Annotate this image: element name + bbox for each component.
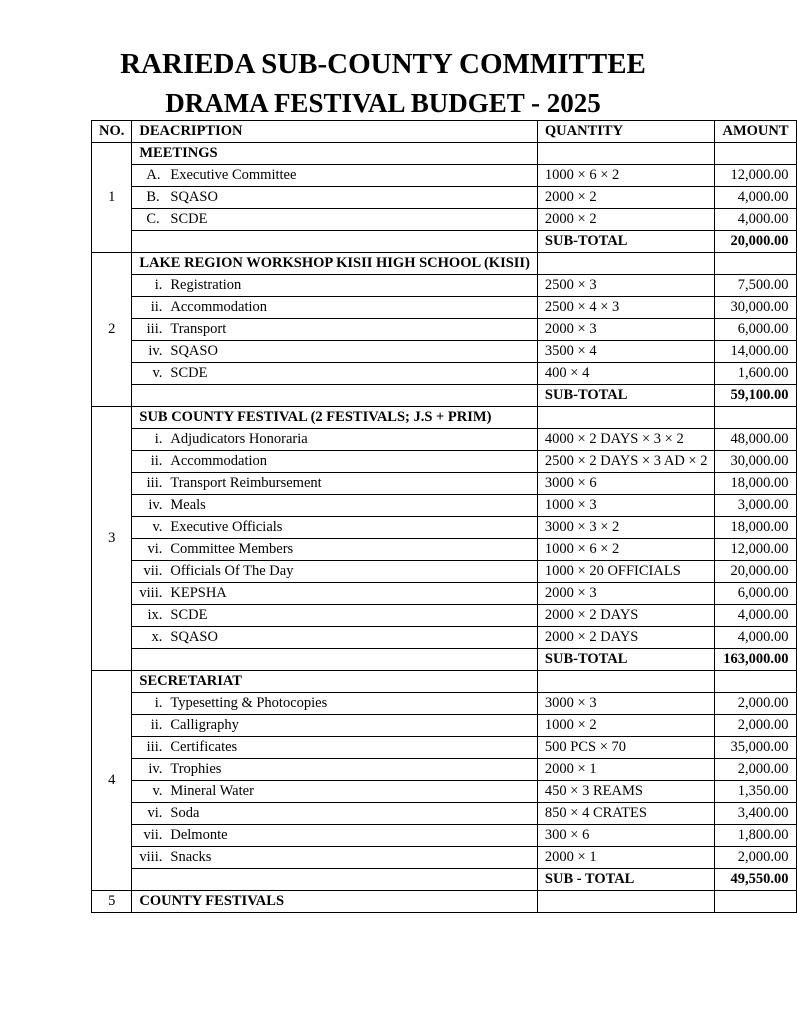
document-subtitle: DRAMA FESTIVAL BUDGET - 2025 (165, 88, 601, 118)
item-description: Accommodation (170, 453, 268, 469)
header-no: NO. (92, 121, 132, 143)
item-quantity: 2000 × 2 DAYS (537, 605, 715, 627)
item-description: Certificates (170, 739, 238, 755)
item-amount: 30,000.00 (715, 297, 796, 319)
subtotal-empty-cell (132, 385, 538, 407)
item-quantity: 2000 × 2 DAYS (537, 627, 715, 649)
item-label: vii. (143, 563, 163, 579)
section-title-quantity-cell (537, 407, 715, 429)
table-row (92, 165, 797, 187)
item-description-cell (132, 495, 538, 517)
item-description-cell (132, 803, 538, 825)
section-title-amount-cell (715, 143, 796, 165)
section-title-row (92, 253, 797, 275)
subtotal-empty-cell (132, 649, 538, 671)
subtotal-label: SUB-TOTAL (537, 649, 715, 671)
item-quantity: 3500 × 4 (537, 341, 715, 363)
item-label: vii. (143, 827, 163, 843)
item-label: iii. (146, 475, 163, 491)
item-label: ix. (147, 607, 163, 623)
subtotal-row (92, 869, 797, 891)
item-description: Delmonte (170, 827, 228, 843)
section-number: 5 (92, 891, 132, 913)
item-label: iv. (148, 497, 163, 513)
item-amount: 2,000.00 (715, 693, 796, 715)
table-row (92, 693, 797, 715)
item-amount: 3,400.00 (715, 803, 796, 825)
item-quantity: 2500 × 3 (537, 275, 715, 297)
item-amount: 1,600.00 (715, 363, 796, 385)
section-number: 3 (92, 407, 132, 671)
table-row (92, 473, 797, 495)
subtotal-empty-cell (132, 869, 538, 891)
item-amount: 2,000.00 (715, 715, 796, 737)
table-row (92, 847, 797, 869)
item-quantity: 3000 × 3 × 2 (537, 517, 715, 539)
subtotal-amount: 59,100.00 (715, 385, 796, 407)
item-description-cell (132, 319, 538, 341)
item-description: SCDE (170, 365, 208, 381)
item-description-cell (132, 847, 538, 869)
item-description-cell (132, 825, 538, 847)
item-amount: 35,000.00 (715, 737, 796, 759)
item-label: ii. (150, 299, 163, 315)
item-description-cell (132, 759, 538, 781)
item-amount: 4,000.00 (715, 209, 796, 231)
item-amount: 18,000.00 (715, 517, 796, 539)
item-label: x. (151, 629, 163, 645)
item-amount: 1,800.00 (715, 825, 796, 847)
item-label: iii. (146, 321, 163, 337)
item-description: Calligraphy (170, 717, 239, 733)
item-quantity: 2000 × 2 (537, 209, 715, 231)
item-description: SQASO (170, 629, 218, 645)
header-amount: AMOUNT (715, 121, 796, 143)
header-description: DEACRIPTION (132, 121, 538, 143)
item-quantity: 4000 × 2 DAYS × 3 × 2 (537, 429, 715, 451)
item-label: iv. (148, 343, 163, 359)
item-quantity: 2000 × 1 (537, 847, 715, 869)
item-label: C. (146, 211, 160, 227)
item-amount: 2,000.00 (715, 847, 796, 869)
item-description: SQASO (170, 343, 218, 359)
item-description: Transport Reimbursement (170, 475, 322, 491)
item-label: iv. (148, 761, 163, 777)
item-label: i. (154, 431, 163, 447)
section-title-amount-cell (715, 407, 796, 429)
item-description-cell (132, 341, 538, 363)
item-label: ii. (150, 453, 163, 469)
section-title-amount-cell (715, 891, 796, 913)
item-description: Typesetting & Photocopies (170, 695, 328, 711)
item-description: Transport (170, 321, 227, 337)
item-description: Committee Members (170, 541, 294, 557)
item-description: SQASO (170, 189, 218, 205)
item-description-cell (132, 165, 538, 187)
item-amount: 7,500.00 (715, 275, 796, 297)
item-description-cell (132, 539, 538, 561)
item-amount: 2,000.00 (715, 759, 796, 781)
table-row (92, 627, 797, 649)
subtotal-label: SUB - TOTAL (537, 869, 715, 891)
table-row (92, 209, 797, 231)
section-number: 2 (92, 253, 132, 407)
subtotal-label: SUB-TOTAL (537, 231, 715, 253)
table-row (92, 583, 797, 605)
subtotal-row (92, 231, 797, 253)
table-row (92, 803, 797, 825)
subtotal-row (92, 649, 797, 671)
item-quantity: 500 PCS × 70 (537, 737, 715, 759)
item-amount: 4,000.00 (715, 187, 796, 209)
item-description-cell (132, 187, 538, 209)
item-quantity: 2000 × 2 (537, 187, 715, 209)
item-quantity: 850 × 4 CRATES (537, 803, 715, 825)
item-label: B. (146, 189, 160, 205)
item-description: Mineral Water (170, 783, 254, 799)
item-description-cell (132, 561, 538, 583)
item-description-cell (132, 693, 538, 715)
section-title-quantity-cell (537, 671, 715, 693)
item-label: ii. (150, 717, 163, 733)
item-label: viii. (139, 585, 163, 601)
item-amount: 1,350.00 (715, 781, 796, 803)
item-description: Soda (170, 805, 200, 821)
table-row (92, 297, 797, 319)
section-title: SUB COUNTY FESTIVAL (2 FESTIVALS; J.S + PRIM) (132, 407, 538, 429)
item-quantity: 1000 × 3 (537, 495, 715, 517)
table-row (92, 451, 797, 473)
item-label: vi. (147, 541, 163, 557)
section-title-row (92, 143, 797, 165)
item-description-cell (132, 275, 538, 297)
table-row (92, 825, 797, 847)
table-row (92, 429, 797, 451)
item-description-cell (132, 473, 538, 495)
table-row (92, 561, 797, 583)
table-header-row (92, 121, 797, 143)
item-description-cell (132, 517, 538, 539)
section-title-row (92, 407, 797, 429)
section-title: MEETINGS (132, 143, 538, 165)
section-title-amount-cell (715, 671, 796, 693)
table-row (92, 341, 797, 363)
item-amount: 4,000.00 (715, 627, 796, 649)
item-description-cell (132, 605, 538, 627)
item-description: Adjudicators Honoraria (170, 431, 308, 447)
item-amount: 4,000.00 (715, 605, 796, 627)
subtotal-amount: 163,000.00 (715, 649, 796, 671)
table-row (92, 605, 797, 627)
item-description-cell (132, 627, 538, 649)
item-description: Registration (170, 277, 242, 293)
subtotal-amount: 20,000.00 (715, 231, 796, 253)
item-description: SCDE (170, 211, 208, 227)
budget-table (91, 120, 797, 913)
subtotal-label: SUB-TOTAL (537, 385, 715, 407)
section-title-row (92, 891, 797, 913)
item-description: Accommodation (170, 299, 268, 315)
item-description-cell (132, 429, 538, 451)
item-amount: 18,000.00 (715, 473, 796, 495)
section-title-quantity-cell (537, 891, 715, 913)
item-quantity: 2500 × 2 DAYS × 3 AD × 2 (537, 451, 715, 473)
table-row (92, 781, 797, 803)
table-row (92, 495, 797, 517)
section-title-quantity-cell (537, 143, 715, 165)
subtotal-amount: 49,550.00 (715, 869, 796, 891)
item-description: KEPSHA (170, 585, 227, 601)
table-row (92, 187, 797, 209)
table-row (92, 715, 797, 737)
item-amount: 30,000.00 (715, 451, 796, 473)
item-amount: 14,000.00 (715, 341, 796, 363)
item-description-cell (132, 297, 538, 319)
item-description-cell (132, 451, 538, 473)
item-quantity: 400 × 4 (537, 363, 715, 385)
item-label: iii. (146, 739, 163, 755)
table-row (92, 517, 797, 539)
item-amount: 20,000.00 (715, 561, 796, 583)
item-quantity: 2500 × 4 × 3 (537, 297, 715, 319)
item-quantity: 1000 × 2 (537, 715, 715, 737)
item-label: A. (146, 167, 161, 183)
item-amount: 6,000.00 (715, 319, 796, 341)
item-description-cell (132, 781, 538, 803)
item-label: vi. (147, 805, 163, 821)
section-title-row (92, 671, 797, 693)
item-description-cell (132, 737, 538, 759)
item-amount: 48,000.00 (715, 429, 796, 451)
item-quantity: 3000 × 6 (537, 473, 715, 495)
section-title: LAKE REGION WORKSHOP KISII HIGH SCHOOL (KISII) (132, 253, 538, 275)
item-amount: 3,000.00 (715, 495, 796, 517)
item-label: i. (154, 695, 163, 711)
section-title-amount-cell (715, 253, 796, 275)
item-amount: 12,000.00 (715, 165, 796, 187)
subtotal-row (92, 385, 797, 407)
item-amount: 6,000.00 (715, 583, 796, 605)
section-title: SECRETARIAT (132, 671, 538, 693)
item-quantity: 2000 × 3 (537, 583, 715, 605)
item-description: Meals (170, 497, 206, 513)
item-quantity: 450 × 3 REAMS (537, 781, 715, 803)
table-row (92, 539, 797, 561)
item-description-cell (132, 715, 538, 737)
item-label: v. (152, 519, 163, 535)
section-number: 4 (92, 671, 132, 891)
item-description: Officials Of The Day (170, 563, 294, 579)
item-label: v. (152, 783, 163, 799)
subtotal-empty-cell (132, 231, 538, 253)
item-description: SCDE (170, 607, 208, 623)
table-row (92, 319, 797, 341)
table-row (92, 363, 797, 385)
section-title-quantity-cell (537, 253, 715, 275)
item-label: viii. (139, 849, 163, 865)
table-row (92, 275, 797, 297)
item-description-cell (132, 583, 538, 605)
section-title: COUNTY FESTIVALS (132, 891, 538, 913)
item-description-cell (132, 209, 538, 231)
item-quantity: 1000 × 6 × 2 (537, 539, 715, 561)
header-quantity: QUANTITY (537, 121, 715, 143)
table-row (92, 759, 797, 781)
item-amount: 12,000.00 (715, 539, 796, 561)
item-label: v. (152, 365, 163, 381)
item-description: Executive Committee (170, 167, 297, 183)
item-description: Trophies (170, 761, 222, 777)
item-label: i. (154, 277, 163, 293)
item-description: Snacks (170, 849, 212, 865)
item-description-cell (132, 363, 538, 385)
item-description: Executive Officials (170, 519, 283, 535)
item-quantity: 300 × 6 (537, 825, 715, 847)
item-quantity: 2000 × 3 (537, 319, 715, 341)
item-quantity: 2000 × 1 (537, 759, 715, 781)
section-number: 1 (92, 143, 132, 253)
item-quantity: 1000 × 20 OFFICIALS (537, 561, 715, 583)
item-quantity: 1000 × 6 × 2 (537, 165, 715, 187)
item-quantity: 3000 × 3 (537, 693, 715, 715)
document-title: RARIEDA SUB-COUNTY COMMITTEE (120, 48, 646, 80)
table-row (92, 737, 797, 759)
